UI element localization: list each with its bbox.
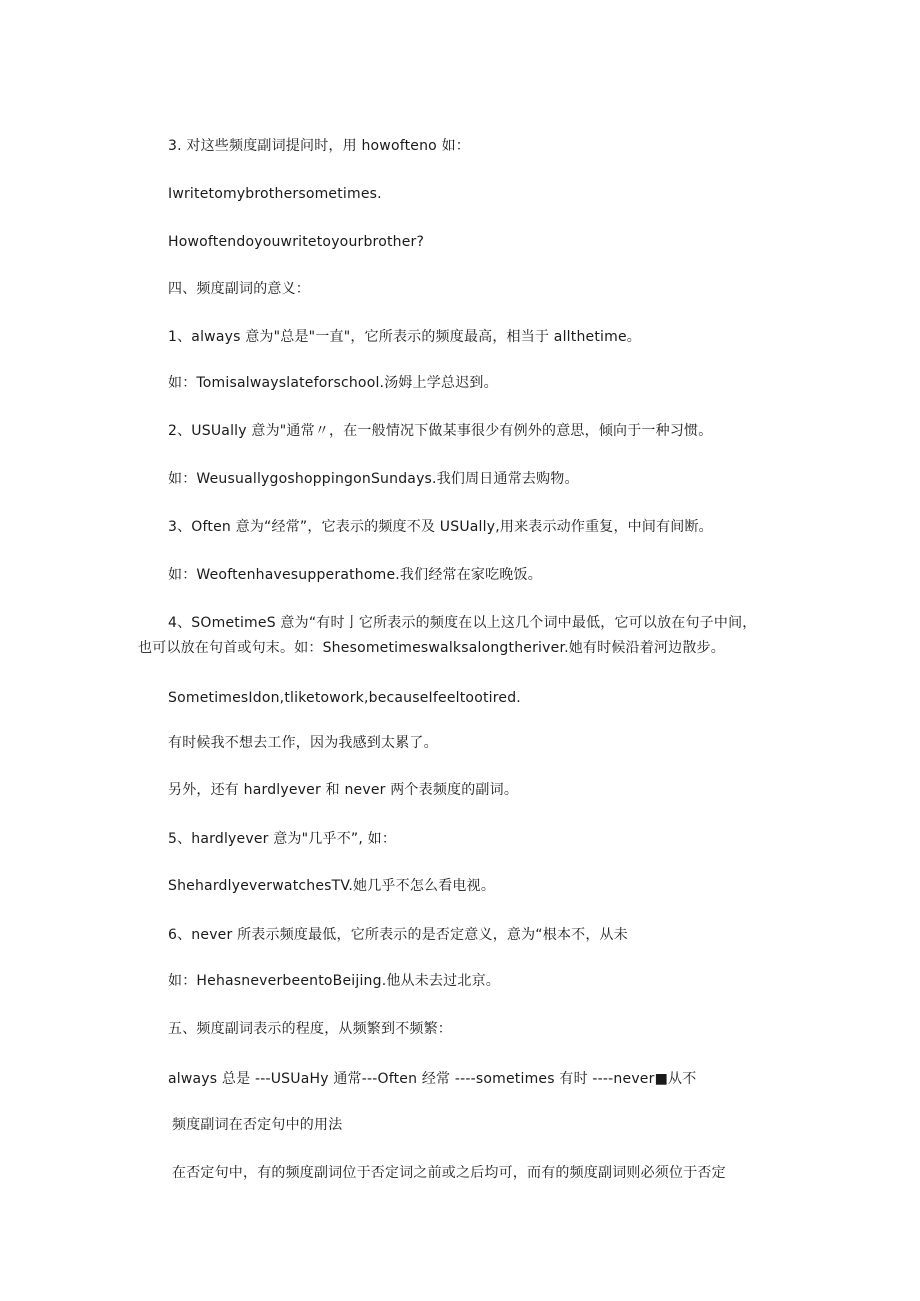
text-line-9: 3、Often 意为“经常”，它表示的频度不及 USUally,用来表示动作重复，中间有间断。 bbox=[168, 519, 713, 535]
text-line-14: 有时候我不想去工作，因为我感到太累了。 bbox=[168, 735, 438, 751]
text-line-2: Iwritetomybrothersometimes. bbox=[168, 186, 382, 202]
text-line-10: 如：Weoftenhavesupperathome.我们经常在家吃晚饭。 bbox=[168, 567, 542, 583]
subsection-heading: 频度副词在否定句中的用法 bbox=[172, 1117, 343, 1133]
text-line-5: 1、always 意为"总是"一直"，它所表示的频度最高，相当于 allthetime。 bbox=[168, 329, 641, 345]
text-line-6: 如：Tomisalwayslateforschool.汤姆上学总迟到。 bbox=[168, 375, 498, 391]
text-line-11: 4、SOmetimeS 意为“有时亅它所表示的频度在以上这几个词中最低，它可以放在句子中间， bbox=[168, 615, 757, 631]
text-line-13: SometimesIdon,tliketowork,becauseIfeeltootired. bbox=[168, 690, 521, 706]
text-line-15: 另外，还有 hardlyever 和 never 两个表频度的副词。 bbox=[168, 782, 519, 798]
text-line-21: always 总是 ---USUaHy 通常---Often 经常 ----sometimes 有时 ----never■从不 bbox=[168, 1071, 697, 1087]
text-line-19: 如：HehasneverbeentoBeijing.他从未去过北京。 bbox=[168, 973, 500, 989]
text-line-7: 2、USUally 意为"通常〃，在一般情况下做某事很少有例外的意思，倾向于一种习惯。 bbox=[168, 423, 713, 439]
text-line-17: ShehardlyeverwatchesTV.她几乎不怎么看电视。 bbox=[168, 878, 496, 894]
text-line-12: 也可以放在句首或句末。如：Shesometimeswalksalongtheriver.她有时候沿着河边散步。 bbox=[138, 640, 725, 656]
text-line-16: 5、hardlyever 意为"几乎不”, 如： bbox=[168, 831, 397, 847]
text-line-3: Howoftendoyouwritetoyourbrother? bbox=[168, 234, 425, 250]
text-line-1: 3. 对这些频度副词提问时，用 howofteno 如： bbox=[168, 138, 470, 154]
section-heading-4: 四、频度副词的意义： bbox=[168, 281, 310, 297]
text-line-18: 6、never 所表示频度最低，它所表示的是否定意义，意为“根本不，从未 bbox=[168, 927, 628, 943]
text-line-23: 在否定句中，有的频度副词位于否定词之前或之后均可，而有的频度副词则必须位于否定 bbox=[172, 1165, 726, 1181]
text-line-8: 如：WeusuallygoshoppingonSundays.我们周日通常去购物。 bbox=[168, 471, 579, 487]
section-heading-5: 五、频度副词表示的程度，从频繁到不频繁： bbox=[168, 1021, 452, 1037]
